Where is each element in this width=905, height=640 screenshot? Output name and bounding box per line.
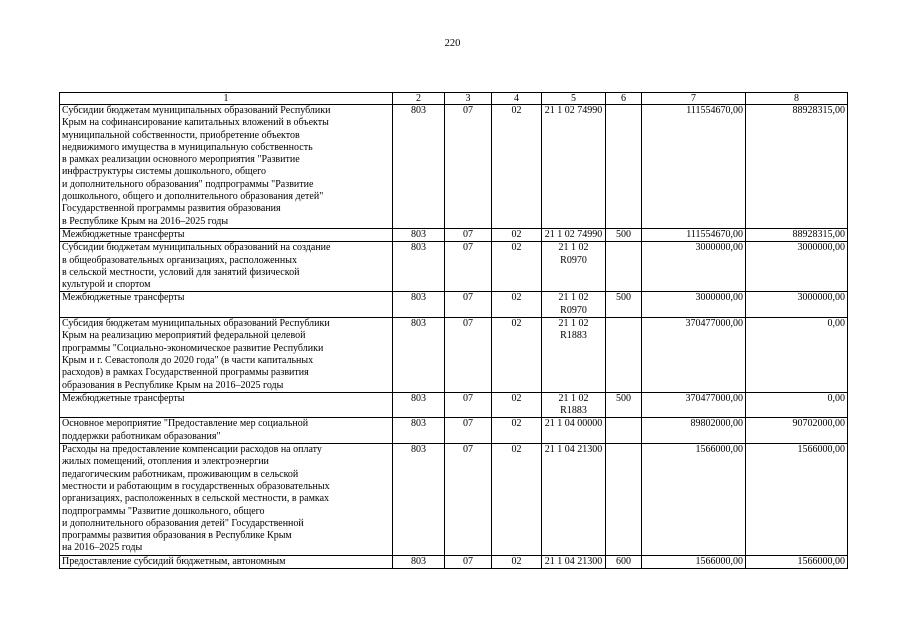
header-cell-3: 3 [445, 93, 492, 105]
row-description: Субсидии бюджетам муниципальных образований на создание в общеобразовательных организациях, расположенных в сельской местности, условий для занятий физической культурой и спортом [60, 242, 393, 292]
row-col4: 02 [492, 228, 542, 241]
row-col8: 3000000,00 [746, 292, 848, 318]
row-col5: 21 1 02 R1883 [542, 392, 606, 418]
row-col7: 370477000,00 [642, 318, 746, 393]
row-col4: 02 [492, 242, 542, 292]
budget-table [59, 92, 848, 569]
row-col8: 1566000,00 [746, 444, 848, 556]
row-col2: 803 [393, 318, 445, 393]
row-col7: 89802000,00 [642, 418, 746, 444]
row-col6 [606, 444, 642, 556]
row-col7: 111554670,00 [642, 228, 746, 241]
table-row [60, 444, 848, 556]
row-col7: 3000000,00 [642, 292, 746, 318]
row-description: Основное мероприятие "Предоставление мер социальной поддержки работникам образования" [60, 418, 393, 444]
row-col6: 500 [606, 228, 642, 241]
header-cell-4: 4 [492, 93, 542, 105]
row-col4: 02 [492, 555, 542, 568]
row-col4: 02 [492, 444, 542, 556]
header-cell-8: 8 [746, 93, 848, 105]
row-col7: 370477000,00 [642, 392, 746, 418]
row-col6 [606, 418, 642, 444]
row-col8: 1566000,00 [746, 555, 848, 568]
row-description: Межбюджетные трансферты [60, 392, 393, 418]
row-col8: 3000000,00 [746, 242, 848, 292]
row-description: Расходы на предоставление компенсации расходов на оплату жилых помещений, отопления и электроэнергии педагогическим работникам, проживающим в сельской местности и работающим в государственных образовательных организациях, расположенных в сельской местности, в рамках подпрограммы "Развитие дошкольного, общего и дополнительного образования детей" Государственной программы развития образования в Республике Крым на 2016–2025 годы [60, 444, 393, 556]
row-col3: 07 [445, 242, 492, 292]
row-col8: 0,00 [746, 392, 848, 418]
row-col3: 07 [445, 105, 492, 229]
row-col5: 21 1 04 21300 [542, 555, 606, 568]
row-col6: 500 [606, 392, 642, 418]
table-row [60, 418, 848, 444]
table-header-row [60, 93, 848, 105]
header-cell-6: 6 [606, 93, 642, 105]
row-description: Субсидии бюджетам муниципальных образований Республики Крым на софинансирование капитальных вложений в объекты муниципальной собственности, приобретение объектов недвижимого имущества в муниципальную собственность в рамках реализации основного мероприятия "Развитие инфраструктуры системы дошкольного, общего и дополнительного образования" подпрограммы "Развитие дошкольного, общего и дополнительного образования детей" Государственной программы развития образования в Республике Крым на 2016–2025 годы [60, 105, 393, 229]
row-col5: 21 1 02 74990 [542, 228, 606, 241]
header-cell-1: 1 [60, 93, 393, 105]
page-number: 220 [444, 38, 461, 49]
row-col2: 803 [393, 228, 445, 241]
row-col3: 07 [445, 555, 492, 568]
table-row [60, 292, 848, 318]
row-col7: 3000000,00 [642, 242, 746, 292]
header-cell-2: 2 [393, 93, 445, 105]
row-col2: 803 [393, 555, 445, 568]
row-col8: 88928315,00 [746, 105, 848, 229]
row-col5: 21 1 02 R1883 [542, 318, 606, 393]
table-row [60, 555, 848, 568]
row-col3: 07 [445, 318, 492, 393]
row-col5: 21 1 02 R0970 [542, 242, 606, 292]
row-col2: 803 [393, 105, 445, 229]
row-col6 [606, 105, 642, 229]
row-col4: 02 [492, 392, 542, 418]
row-col4: 02 [492, 292, 542, 318]
row-col3: 07 [445, 444, 492, 556]
row-col4: 02 [492, 318, 542, 393]
row-col3: 07 [445, 392, 492, 418]
header-cell-5: 5 [542, 93, 606, 105]
row-col4: 02 [492, 418, 542, 444]
row-col5: 21 1 02 74990 [542, 105, 606, 229]
row-col6 [606, 318, 642, 393]
row-col7: 1566000,00 [642, 444, 746, 556]
row-col3: 07 [445, 418, 492, 444]
row-col8: 90702000,00 [746, 418, 848, 444]
table-row [60, 105, 848, 229]
row-col2: 803 [393, 418, 445, 444]
row-description: Субсидия бюджетам муниципальных образований Республики Крым на реализацию мероприятий федеральной целевой программы "Социально-экономическое развитие Республики Крым и г. Севастополя до 2020 года" (в части капитальных расходов) в рамках Государственной программы развития образования в Республике Крым на 2016–2025 годы [60, 318, 393, 393]
row-col2: 803 [393, 444, 445, 556]
row-col2: 803 [393, 392, 445, 418]
row-col7: 111554670,00 [642, 105, 746, 229]
row-description: Межбюджетные трансферты [60, 228, 393, 241]
row-col5: 21 1 04 00000 [542, 418, 606, 444]
table-row [60, 228, 848, 241]
row-col6 [606, 242, 642, 292]
row-col7: 1566000,00 [642, 555, 746, 568]
row-col6: 500 [606, 292, 642, 318]
header-cell-7: 7 [642, 93, 746, 105]
row-col2: 803 [393, 242, 445, 292]
row-col3: 07 [445, 228, 492, 241]
row-description: Межбюджетные трансферты [60, 292, 393, 318]
table-row [60, 242, 848, 292]
row-col6: 600 [606, 555, 642, 568]
row-col5: 21 1 04 21300 [542, 444, 606, 556]
table-row [60, 392, 848, 418]
row-col4: 02 [492, 105, 542, 229]
table-row [60, 318, 848, 393]
row-description: Предоставление субсидий бюджетным, автономным [60, 555, 393, 568]
row-col8: 0,00 [746, 318, 848, 393]
row-col8: 88928315,00 [746, 228, 848, 241]
row-col5: 21 1 02 R0970 [542, 292, 606, 318]
row-col3: 07 [445, 292, 492, 318]
row-col2: 803 [393, 292, 445, 318]
